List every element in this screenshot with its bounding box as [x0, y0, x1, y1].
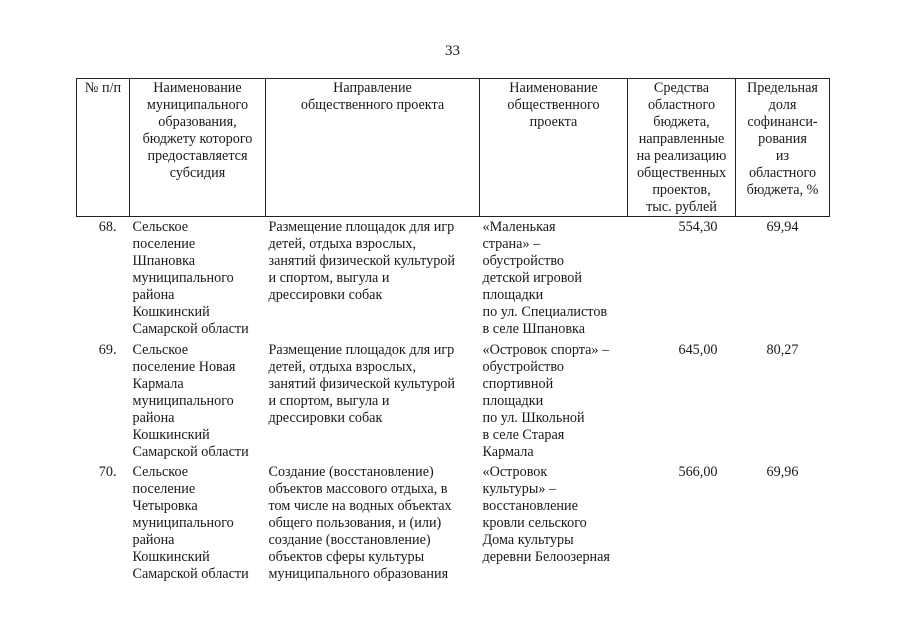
table-header-row: [77, 79, 830, 217]
table-row: [77, 217, 830, 343]
municipality-cell: Сельское поселение Новая Кармала муниципального района Кошкинский Самарской области: [132, 342, 249, 460]
amount-cell: 554,30: [678, 219, 718, 235]
row-number: 68.: [98, 219, 117, 235]
amount-cell: 645,00: [678, 342, 718, 358]
header-project-name: Наименование общественного проекта: [480, 79, 628, 217]
amount-cell: 566,00: [678, 464, 718, 480]
page-number: 33: [445, 43, 460, 59]
header-regional-funds: Средства областного бюджета, направленные на реализацию общественных проектов, тыс. рублей: [628, 79, 736, 217]
direction-cell: Размещение площадок для игр детей, отдыха взрослых, занятий физической культурой и спортом, выгула и дрессировки собак: [268, 219, 455, 303]
subsidy-table: [76, 78, 830, 587]
project-cell: «Островок спорта» – обустройство спортивной площадки по ул. Школьной в селе Старая Кармала: [482, 342, 610, 460]
municipality-cell: Сельское поселение Шпановка муниципального района Кошкинский Самарской области: [132, 219, 249, 337]
table-row: [77, 342, 830, 464]
share-cell: 69,96: [766, 464, 799, 480]
municipality-cell: Сельское поселение Четыровка муниципального района Кошкинский Самарской области: [132, 464, 249, 582]
direction-cell: Создание (восстановление) объектов массового отдыха, в том числе на водных объектах общего пользования, и (или) создание (восстановление) объектов сферы культуры муниципального образования: [268, 464, 452, 582]
direction-cell: Размещение площадок для игр детей, отдыха взрослых, занятий физической культурой и спортом, выгула и дрессировки собак: [268, 342, 455, 426]
header-municipality: Наименование муниципального образования, бюджету которого предоставляется субсидия: [130, 79, 266, 217]
project-cell: «Островок культуры» – восстановление кровли сельского Дома культуры деревни Белоозерная: [482, 464, 610, 565]
table-row: [77, 464, 830, 587]
share-cell: 80,27: [766, 342, 799, 358]
row-number: 69.: [98, 342, 117, 358]
project-cell: «Маленькая страна» – обустройство детской игровой площадки по ул. Специалистов в селе Шпановка: [482, 219, 608, 337]
share-cell: 69,94: [766, 219, 799, 235]
row-number: 70.: [98, 464, 117, 480]
header-cofinancing-share: Предельная доля софинанси- рования из областного бюджета, %: [736, 79, 830, 217]
header-direction: Направление общественного проекта: [266, 79, 480, 217]
header-number: № п/п: [77, 79, 130, 217]
